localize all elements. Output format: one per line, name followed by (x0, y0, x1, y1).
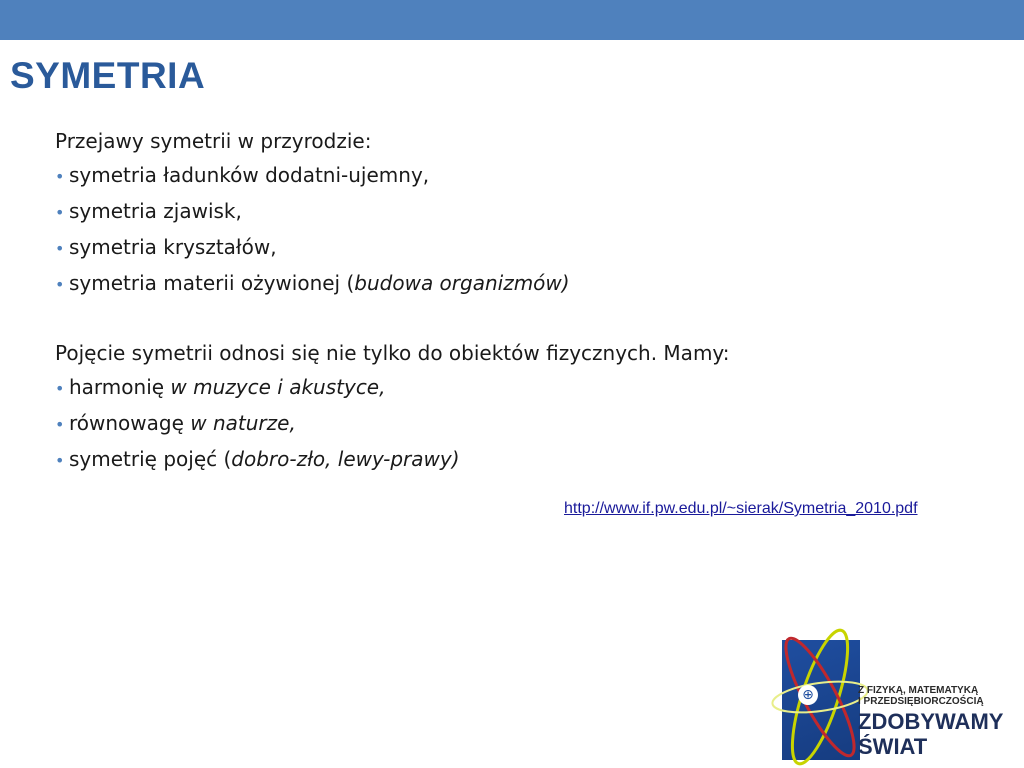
bullet-icon: • (55, 167, 65, 186)
list-item-text: harmonię (69, 375, 171, 399)
slide-content (55, 124, 985, 478)
paragraph-gap (55, 302, 985, 336)
list-item-text: symetria kryształów, (69, 235, 277, 259)
bullet-icon: • (55, 239, 65, 258)
list-item (55, 266, 985, 302)
list-item (55, 406, 985, 442)
logo-name-line1: ZDOBYWAMY (858, 709, 1004, 734)
list-item-italic-text: w naturze, (190, 411, 296, 435)
list-item (55, 158, 985, 194)
list-item-text: równowagę (69, 411, 191, 435)
top-banner-bar (0, 0, 1024, 40)
list-item (55, 194, 985, 230)
list-item (55, 370, 985, 406)
orbit-yellow (781, 625, 859, 768)
bullet-icon: • (55, 415, 65, 434)
list-item (55, 442, 985, 478)
bullet-icon: • (55, 379, 65, 398)
bullet-icon: • (55, 203, 65, 222)
bullet-icon: • (55, 275, 65, 294)
list-item-text: symetrię pojęć ( (69, 447, 232, 471)
source-link[interactable]: http://www.if.pw.edu.pl/~sierak/Symetria_2010.pdf (564, 500, 918, 517)
list-item-text: symetria materii ożywionej ( (69, 271, 355, 295)
section1-intro: Przejawy symetrii w przyrodzie: (55, 129, 372, 153)
logo-caption (858, 685, 984, 707)
list-item-text: symetria ładunków dodatni-ujemny, (69, 163, 430, 187)
list-item-text: symetria zjawisk, (69, 199, 242, 223)
logo-caption-line2: I PRZEDSIĘBIORCZOŚCIĄ (858, 696, 984, 707)
logo-caption-line1: Z FIZYKĄ, MATEMATYKĄ (858, 685, 979, 696)
slide-title: SYMETRIA (10, 55, 206, 96)
list-item-italic-text: dobro-zło, lewy-prawy) (231, 447, 460, 471)
list-item-italic-text: w muzyce i akustyce, (170, 375, 386, 399)
logo-name-line2: ŚWIAT (858, 734, 928, 759)
globe-icon: ⊕ (798, 685, 818, 705)
list-item-italic-text: budowa organizmów) (354, 271, 570, 295)
logo-name (858, 709, 1003, 759)
list-item (55, 230, 985, 266)
project-logo (770, 625, 1024, 768)
bullet-icon: • (55, 451, 65, 470)
section2-intro: Pojęcie symetrii odnosi się nie tylko do obiektów fizycznych. Mamy: (55, 341, 730, 365)
orbit-light (771, 676, 870, 717)
